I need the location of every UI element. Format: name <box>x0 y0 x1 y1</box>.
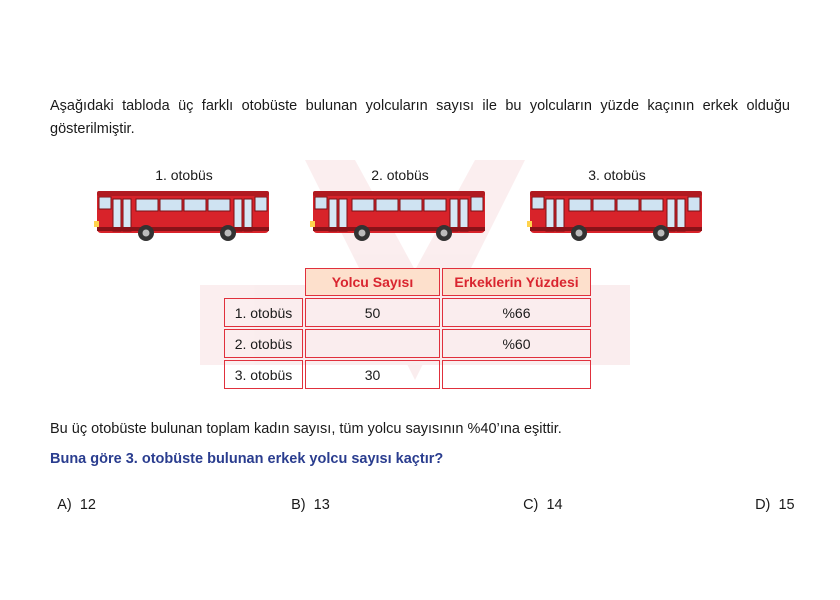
table-row <box>224 360 591 389</box>
bus-icon <box>310 187 490 242</box>
male-percent-cell: %60 <box>442 329 591 358</box>
option-b[interactable] <box>283 481 330 513</box>
bus-label: 2. otobüs <box>371 167 429 183</box>
header-male-percent: Erkeklerin Yüzdesi <box>442 268 591 296</box>
option-value: 14 <box>546 497 563 513</box>
header-passenger-count: Yolcu Sayısı <box>305 268 440 296</box>
passenger-count-cell: 50 <box>305 298 440 327</box>
bus-label: 1. otobüs <box>155 167 213 183</box>
table-corner <box>224 268 303 296</box>
intro-text: Aşağıdaki tabloda üç farklı otobüste bulunan yolcuların sayısı ile bu yolcuların yüzde kaçının erkek olduğu gösterilmiştir. <box>50 98 790 137</box>
problem-statement: Bu üç otobüste bulunan toplam kadın sayısı, tüm yolcu sayısının %40’ına eşittir. <box>50 421 562 437</box>
bus-3 <box>527 165 707 242</box>
passenger-table <box>222 266 593 391</box>
bus-1 <box>94 165 274 242</box>
bus-icon <box>94 187 274 242</box>
option-value: 13 <box>313 497 330 513</box>
option-value: 15 <box>778 497 795 513</box>
passenger-count-cell <box>305 329 440 358</box>
row-label: 2. otobüs <box>224 329 303 358</box>
table-row <box>224 329 591 358</box>
bus-label: 3. otobüs <box>588 167 646 183</box>
option-d[interactable] <box>747 481 795 513</box>
male-percent-cell <box>442 360 591 389</box>
bus-icon <box>527 187 707 242</box>
option-letter: A) <box>57 497 72 513</box>
option-c[interactable] <box>515 481 563 513</box>
table-row <box>224 298 591 327</box>
option-letter: D) <box>755 497 771 513</box>
passenger-count-cell: 30 <box>305 360 440 389</box>
option-letter: B) <box>291 497 306 513</box>
table-header-row <box>224 268 591 296</box>
question-text: Buna göre 3. otobüste bulunan erkek yolcu sayısı kaçtır? <box>50 451 444 467</box>
option-letter: C) <box>523 497 539 513</box>
row-label: 1. otobüs <box>224 298 303 327</box>
row-label: 3. otobüs <box>224 360 303 389</box>
male-percent-cell: %66 <box>442 298 591 327</box>
option-value: 12 <box>79 497 96 513</box>
bus-2 <box>310 165 490 242</box>
option-a[interactable] <box>50 481 96 513</box>
